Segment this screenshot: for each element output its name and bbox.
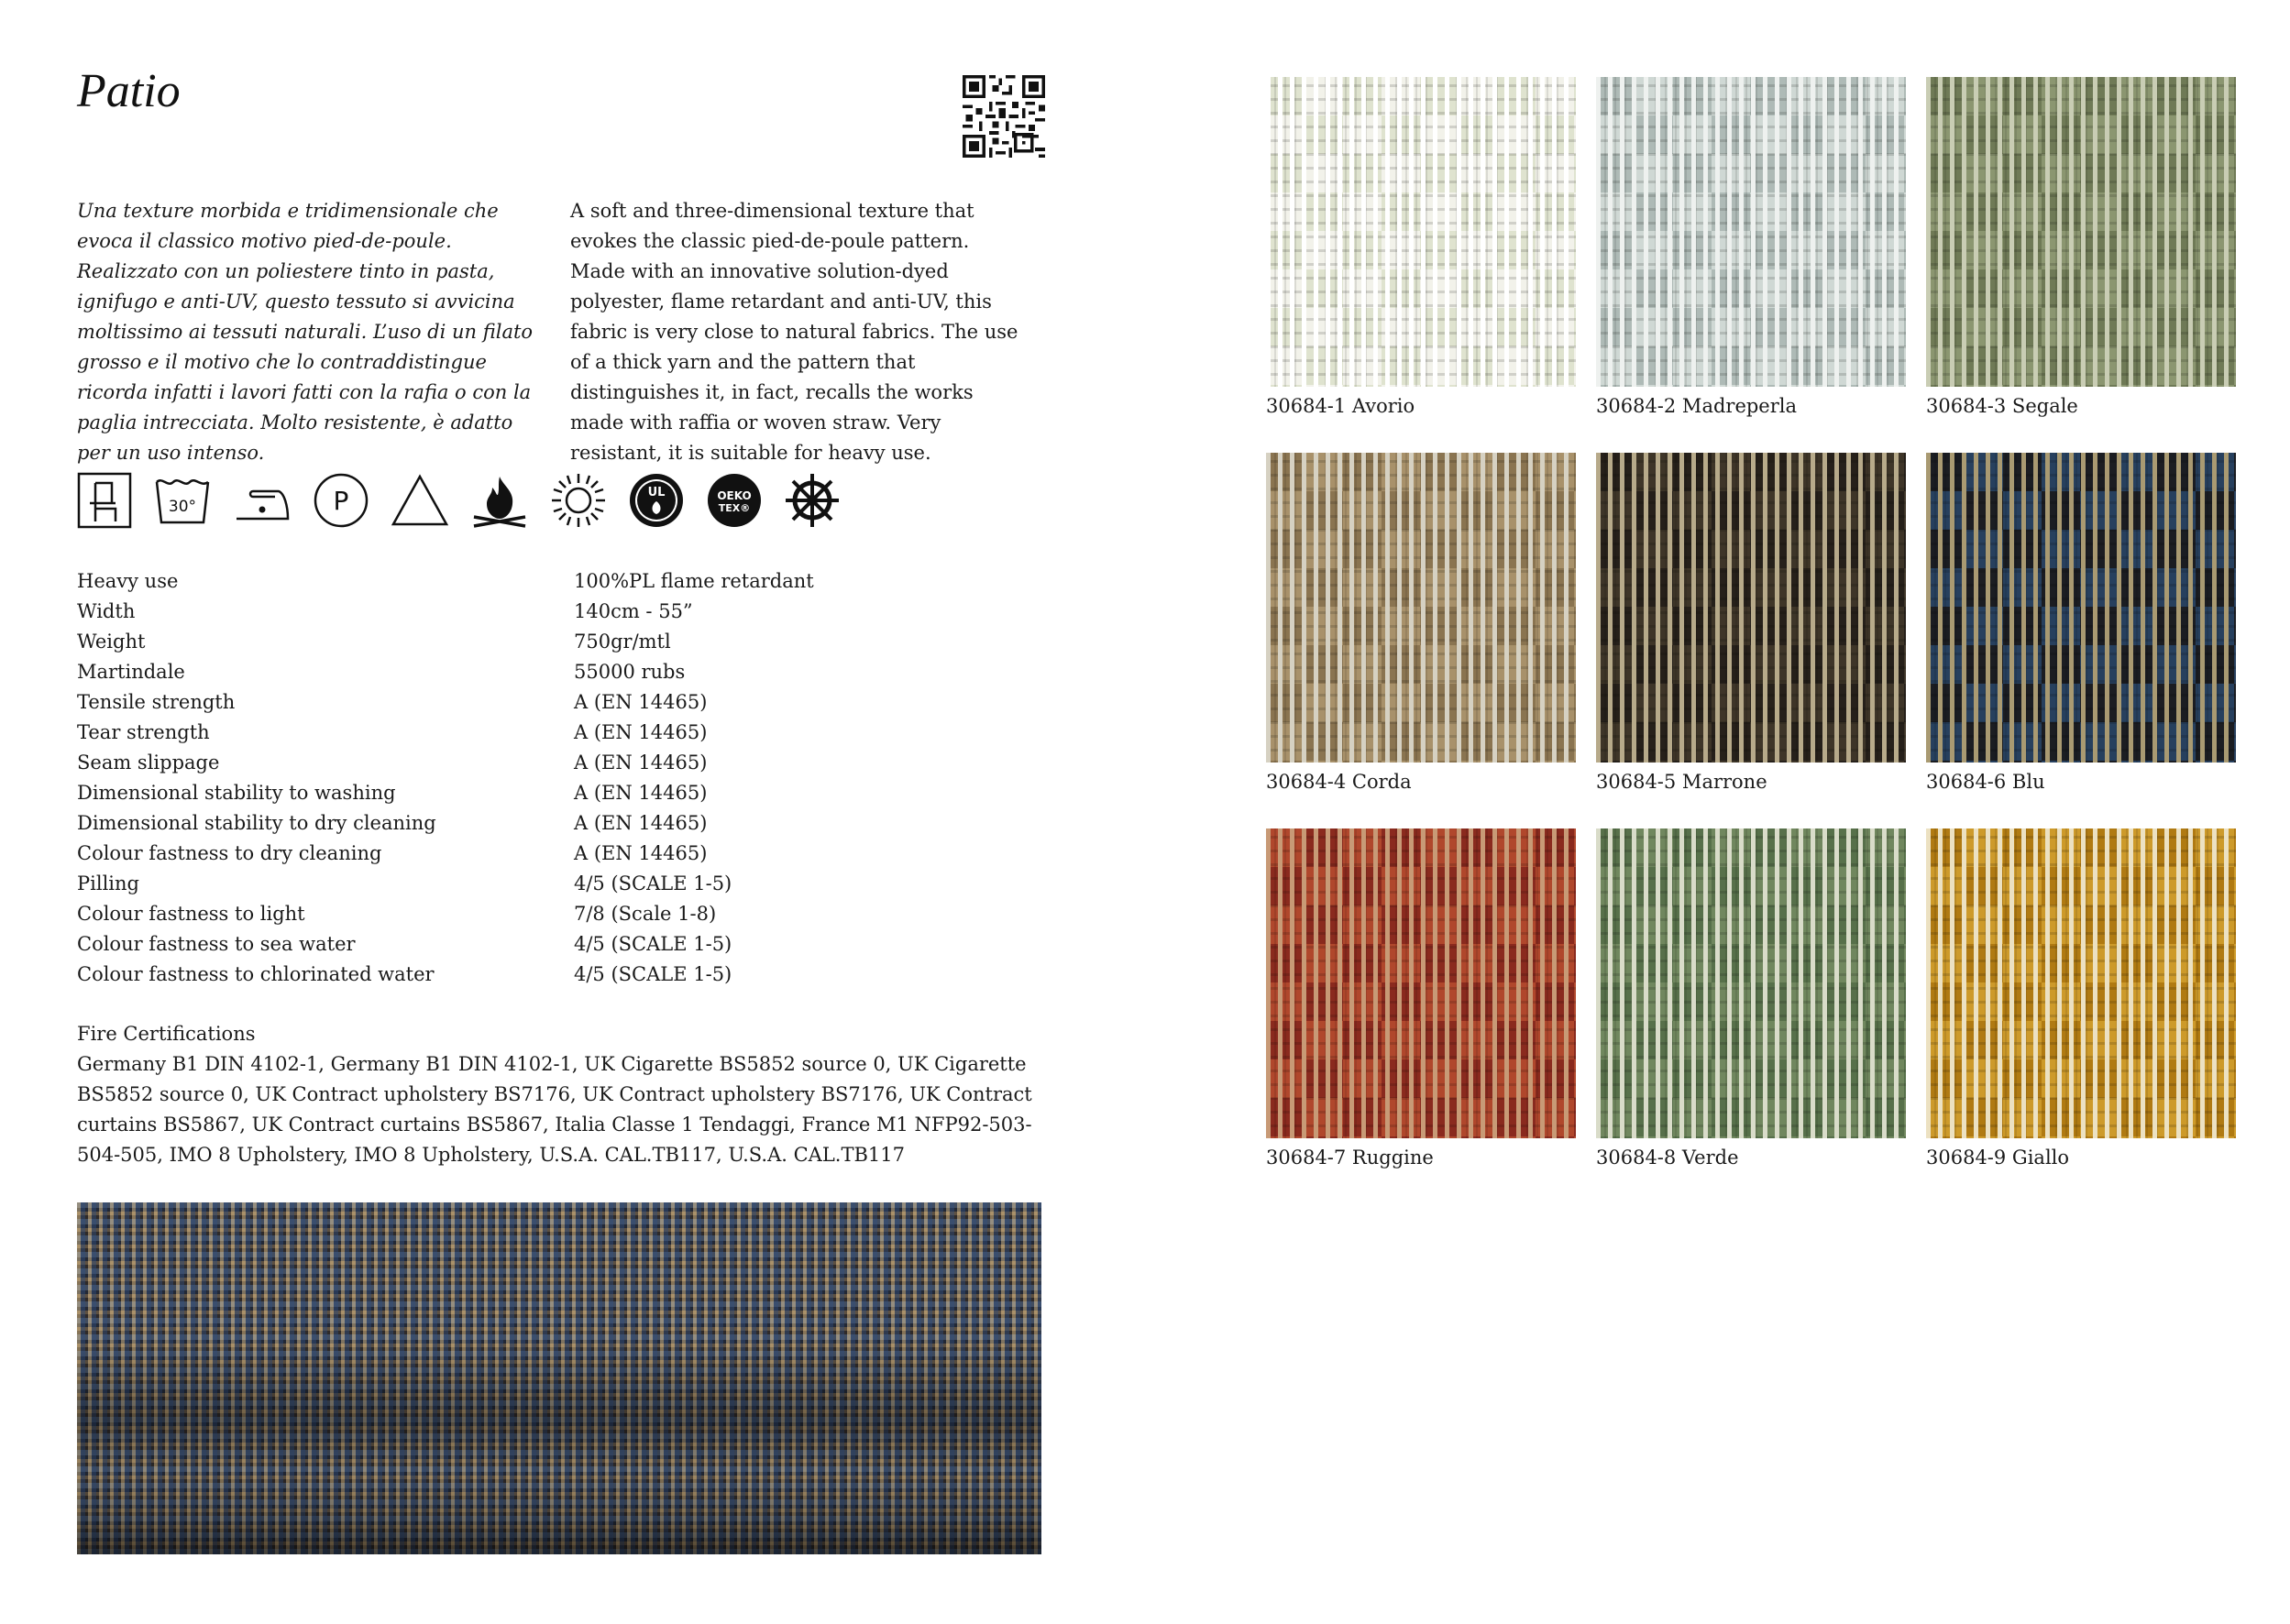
- sun-uv-icon: [550, 472, 607, 529]
- swatch-image[interactable]: [1926, 828, 2236, 1138]
- spec-value: A (EN 14465): [574, 842, 708, 864]
- fabric-swatch[interactable]: [1596, 453, 1906, 796]
- description-english: A soft and three-dimensional texture that evokes the classic pied-de-poule pattern. Made with an innovative solution-dyed polyester, flame retardant and anti-UV, this fabric is very close to natural fabrics. The use of a thick yarn and the pattern that distinguishes it, in fact, recalls the works made with raffia or woven straw. Very resistant, it is suitable for heavy use.: [570, 200, 1018, 464]
- spec-value: 100%PL flame retardant: [574, 570, 814, 592]
- heavy-use-chair-icon: [77, 472, 132, 529]
- spec-value: 140cm - 55”: [574, 600, 693, 622]
- spec-label: Colour fastness to light: [77, 903, 305, 925]
- spec-row: [77, 657, 1049, 687]
- fabric-roll-image: [77, 1202, 1041, 1554]
- qr-code-icon[interactable]: [963, 75, 1045, 158]
- spec-value: A (EN 14465): [574, 691, 708, 713]
- swatch-label: 30684-6 Blu: [1926, 771, 2045, 793]
- spec-label: Colour fastness to dry cleaning: [77, 842, 382, 864]
- spec-row: [77, 687, 1049, 718]
- spec-value: 750gr/mtl: [574, 631, 671, 653]
- specs-table: [77, 566, 1049, 990]
- spec-label: Weight: [77, 631, 146, 653]
- spec-label: Dimensional stability to washing: [77, 782, 396, 804]
- fabric-swatch[interactable]: [1596, 828, 1906, 1171]
- spec-row: [77, 869, 1049, 899]
- ul-label: UL: [647, 486, 666, 499]
- spec-row: [77, 627, 1049, 657]
- spec-row: [77, 718, 1049, 748]
- dry-clean-p-icon: [313, 472, 369, 529]
- spec-value: 4/5 (SCALE 1-5): [574, 872, 732, 894]
- fire-certifications-title: Fire Certifications: [77, 1023, 256, 1045]
- spec-value: 4/5 (SCALE 1-5): [574, 963, 732, 985]
- wash-temp-label: 30°: [168, 498, 197, 516]
- spec-value: 55000 rubs: [574, 661, 686, 683]
- care-icons-row: [77, 471, 862, 530]
- swatch-label: 30684-3 Segale: [1926, 395, 2078, 417]
- swatch-image[interactable]: [1926, 453, 2236, 763]
- spec-label: Dimensional stability to dry cleaning: [77, 812, 436, 834]
- fabric-swatch[interactable]: [1266, 77, 1576, 420]
- dry-clean-letter: P: [333, 486, 349, 516]
- swatch-image[interactable]: [1266, 453, 1576, 763]
- ul-certification-icon: [628, 472, 685, 529]
- fabric-swatch[interactable]: [1596, 77, 1906, 420]
- spec-row: [77, 597, 1049, 627]
- swatch-label: 30684-5 Marrone: [1596, 771, 1767, 793]
- swatch-image[interactable]: [1596, 77, 1906, 387]
- spec-row: [77, 929, 1049, 960]
- spec-label: Colour fastness to chlorinated water: [77, 963, 435, 985]
- swatch-label: 30684-2 Madreperla: [1596, 395, 1798, 417]
- spec-value: A (EN 14465): [574, 721, 708, 743]
- spec-value: 4/5 (SCALE 1-5): [574, 933, 732, 955]
- bleach-triangle-icon: [391, 474, 449, 527]
- spec-label: Width: [77, 600, 136, 622]
- spec-value: A (EN 14465): [574, 812, 708, 834]
- oeko-tex-icon: [706, 472, 763, 529]
- fabric-swatch[interactable]: [1266, 453, 1576, 796]
- flame-retardant-icon: [470, 473, 529, 528]
- swatch-image[interactable]: [1596, 828, 1906, 1138]
- spec-value: A (EN 14465): [574, 752, 708, 774]
- spec-row: [77, 899, 1049, 929]
- marine-helm-icon: [784, 472, 841, 529]
- fabric-swatch[interactable]: [1926, 828, 2236, 1171]
- spec-value: A (EN 14465): [574, 782, 708, 804]
- spec-label: Heavy use: [77, 570, 179, 592]
- spec-label: Tensile strength: [77, 691, 236, 713]
- spec-row: [77, 839, 1049, 869]
- fabric-swatch[interactable]: [1926, 453, 2236, 796]
- swatch-label: 30684-4 Corda: [1266, 771, 1412, 793]
- spec-row: [77, 960, 1049, 990]
- page-title: Patio: [77, 65, 181, 117]
- spec-label: Seam slippage: [77, 752, 220, 774]
- wash-30-icon: [153, 473, 212, 528]
- spec-label: Tear strength: [77, 721, 210, 743]
- spec-row: [77, 748, 1049, 778]
- oeko-line1: OEKO: [717, 489, 752, 502]
- swatch-image[interactable]: [1596, 453, 1906, 763]
- fire-certifications-text: Germany B1 DIN 4102-1, Germany B1 DIN 4102-1, UK Cigarette BS5852 source 0, UK Cigarette BS5852 source 0, UK Contract upholstery BS7176, UK Contract upholstery BS7176, UK Contract curtains BS5867, UK Contract curtains BS5867, Italia Classe 1 Tendaggi, France M1 NFP92-503-504-505, IMO 8 Upholstery, IMO 8 Upholstery, U.S.A. CAL.TB117, U.S.A. CAL.TB117: [77, 1053, 1032, 1166]
- spec-row: [77, 778, 1049, 808]
- swatch-label: 30684-8 Verde: [1596, 1147, 1739, 1169]
- swatch-label: 30684-1 Avorio: [1266, 395, 1415, 417]
- swatch-image[interactable]: [1266, 828, 1576, 1138]
- iron-low-icon: [233, 475, 292, 526]
- spec-row: [77, 566, 1049, 597]
- description-italian: Una texture morbida e tridimensionale che evoca il classico motivo pied-de-poule. Realizzato con un poliestere tinto in pasta, ignifugo e anti-UV, questo tessuto si avvicina moltissimo ai tessuti naturali. L’uso di un filato grosso e il motivo che lo contraddistingue ricorda infatti i lavori fatti con la rafia o con la paglia intrecciata. Molto resistente, è adatto per un uso intenso.: [77, 200, 534, 464]
- spec-label: Martindale: [77, 661, 185, 683]
- oeko-line2: TEX®: [718, 502, 751, 514]
- spec-row: [77, 808, 1049, 839]
- fabric-swatch[interactable]: [1266, 828, 1576, 1171]
- swatch-image[interactable]: [1926, 77, 2236, 387]
- swatch-image[interactable]: [1266, 77, 1576, 387]
- spec-label: Pilling: [77, 872, 139, 894]
- swatch-label: 30684-7 Ruggine: [1266, 1147, 1434, 1169]
- swatch-label: 30684-9 Giallo: [1926, 1147, 2070, 1169]
- fabric-swatch[interactable]: [1926, 77, 2236, 420]
- spec-label: Colour fastness to sea water: [77, 933, 356, 955]
- spec-value: 7/8 (Scale 1-8): [574, 903, 717, 925]
